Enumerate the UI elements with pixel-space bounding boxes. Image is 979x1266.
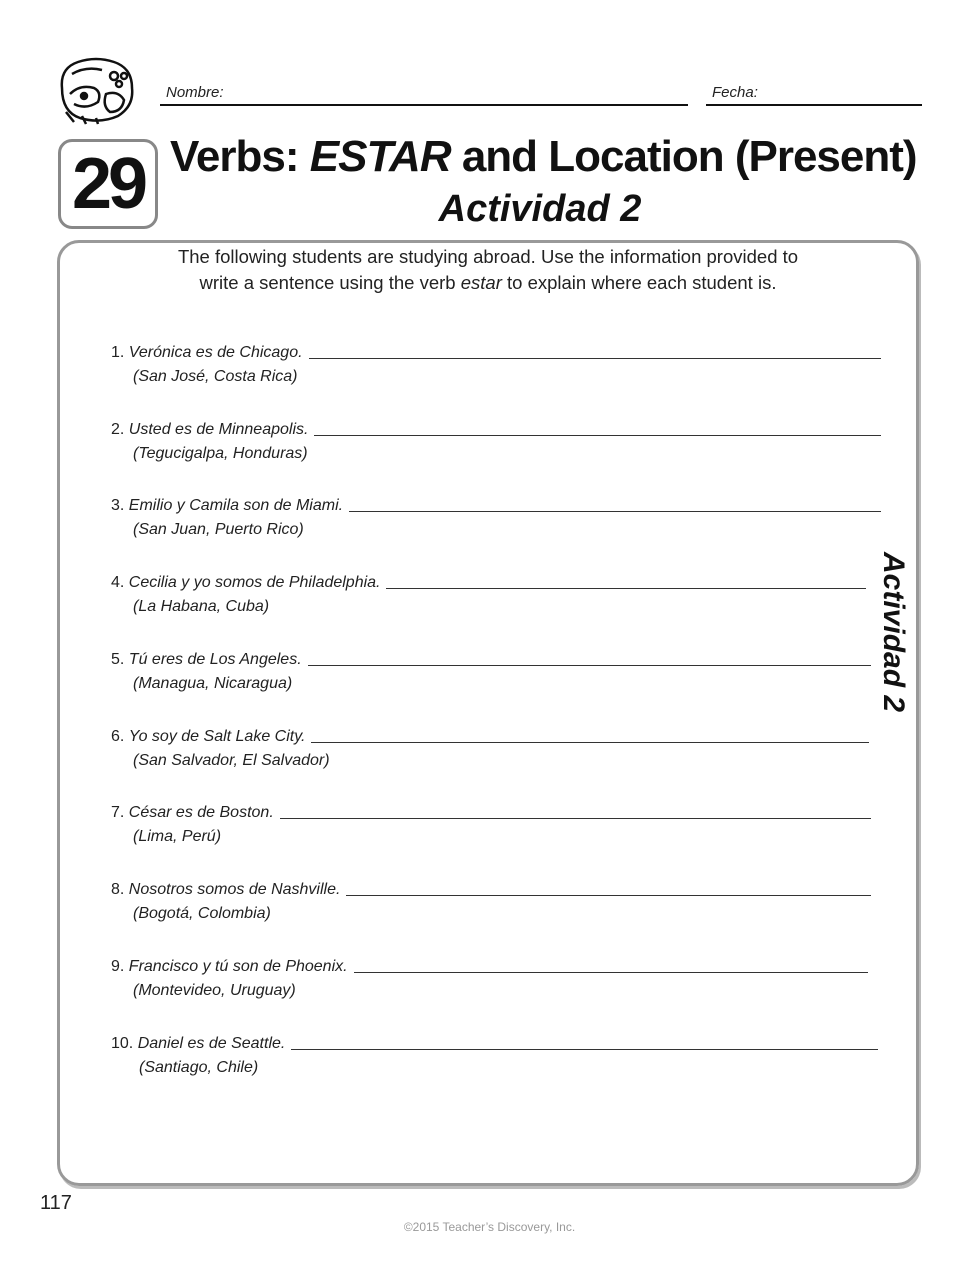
answer-blank-6[interactable] (311, 728, 869, 743)
title-part2: and Location (Present) (450, 132, 917, 181)
exercise-item-6: 6. Yo soy de Salt Lake City. (San Salvador, El Salvador) (111, 728, 869, 780)
fecha-line (706, 104, 922, 106)
location-hint-6: (San Salvador, El Salvador) (133, 752, 330, 769)
exercise-item-10: 10. Daniel es de Seattle. (Santiago, Chile) (111, 1035, 878, 1087)
nombre-line (160, 104, 688, 106)
title-part1: Verbs: (170, 132, 310, 181)
exercise-item-5: 5. Tú eres de Los Angeles. (Managua, Nicaragua) (111, 651, 871, 703)
instructions (100, 244, 876, 296)
title-italic: ESTAR (309, 132, 451, 181)
exercise-item-4: 4. Cecilia y yo somos de Philadelphia. (La Habana, Cuba) (111, 574, 866, 626)
location-hint-3: (San Juan, Puerto Rico) (133, 521, 304, 538)
location-hint-10: (Santiago, Chile) (139, 1059, 259, 1076)
answer-blank-8[interactable] (346, 881, 871, 896)
copyright: ©2015 Teacher’s Discovery, Inc. (403, 1220, 576, 1234)
nombre-label: Nombre: (166, 84, 224, 101)
exercise-item-3: 3. Emilio y Camila son de Miami. (San Juan, Puerto Rico) (111, 497, 881, 549)
location-hint-1: (San José, Costa Rica) (133, 368, 298, 385)
location-hint-8: (Bogotá, Colombia) (133, 905, 271, 922)
exercise-item-1: 1. Verónica es de Chicago. (San José, Costa Rica) (111, 344, 881, 396)
instructions-line1: The following students are studying abroad. Use the information provided to (177, 246, 799, 267)
side-tab-label: Actividad 2 (877, 552, 910, 713)
page-title (170, 132, 917, 182)
exercise-item-7: 7. César es de Boston. (Lima, Perú) (111, 804, 871, 856)
location-hint-2: (Tegucigalpa, Honduras) (133, 445, 308, 462)
location-hint-9: (Montevideo, Uruguay) (133, 982, 296, 999)
page-subtitle: Actividad 2 (438, 188, 642, 230)
side-tab (878, 552, 914, 722)
exercise-item-8: 8. Nosotros somos de Nashville. (Bogotá, Colombia) (111, 881, 871, 933)
exercise-item-2: 2. Usted es de Minneapolis. (Tegucigalpa, Honduras) (111, 421, 881, 473)
exercise-item-9: 9. Francisco y tú son de Phoenix. (Montevideo, Uruguay) (111, 958, 868, 1010)
page-number: 117 (40, 1192, 72, 1214)
location-hint-5: (Managua, Nicaragua) (133, 675, 293, 692)
mayan-glyph-logo (56, 54, 138, 126)
answer-blank-2[interactable] (314, 421, 881, 436)
location-hint-4: (La Habana, Cuba) (133, 598, 270, 615)
answer-blank-3[interactable] (349, 497, 881, 512)
instructions-line2: write a sentence using the verb estar to explain where each student is. (199, 272, 777, 293)
answer-blank-10[interactable] (291, 1035, 878, 1050)
answer-blank-4[interactable] (386, 574, 866, 589)
lesson-number-badge: 29 (58, 139, 158, 229)
answer-blank-7[interactable] (280, 804, 871, 819)
fecha-label: Fecha: (712, 84, 758, 101)
answer-blank-9[interactable] (354, 958, 868, 973)
answer-blank-5[interactable] (308, 651, 871, 666)
location-hint-7: (Lima, Perú) (133, 828, 222, 845)
answer-blank-1[interactable] (309, 344, 881, 359)
